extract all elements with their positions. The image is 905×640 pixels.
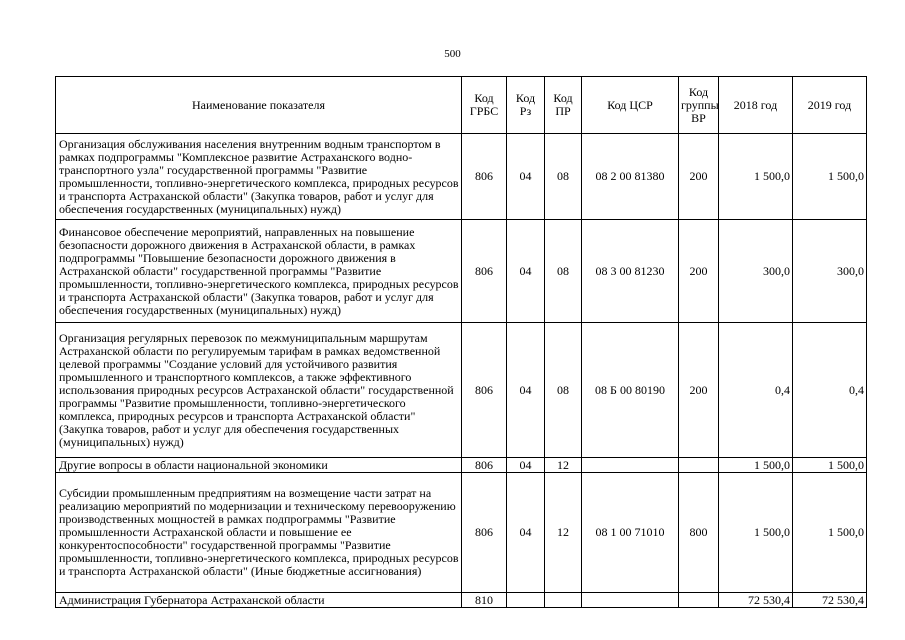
row-rz bbox=[507, 593, 545, 608]
row-2019: 1 500,0 bbox=[793, 473, 867, 593]
budget-table bbox=[55, 76, 867, 608]
row-csr bbox=[582, 593, 679, 608]
row-2018: 300,0 bbox=[719, 220, 793, 323]
row-csr: 08 1 00 71010 bbox=[582, 473, 679, 593]
row-grbs: 806 bbox=[462, 220, 507, 323]
table-row bbox=[56, 323, 867, 458]
row-2018: 0,4 bbox=[719, 323, 793, 458]
row-vr: 200 bbox=[679, 323, 719, 458]
row-2018: 72 530,4 bbox=[719, 593, 793, 608]
header-rz: Код Рз bbox=[507, 77, 545, 134]
header-grbs: Код ГРБС bbox=[462, 77, 507, 134]
row-vr: 200 bbox=[679, 220, 719, 323]
row-csr: 08 2 00 81380 bbox=[582, 134, 679, 220]
row-rz: 04 bbox=[507, 134, 545, 220]
row-grbs: 810 bbox=[462, 593, 507, 608]
row-csr: 08 Б 00 80190 bbox=[582, 323, 679, 458]
row-pr: 08 bbox=[545, 220, 582, 323]
row-name: Организация обслуживания населения внутренним водным транспортом в рамках подпрограммы "Комплексное развитие Астраханского водно-транспортного узла" государственной программы "Развитие промышленности, топливно-энергетического комплекса, природных ресурсов и транспорта Астраханской области" (Закупка товаров, работ и услуг для обеспечения государственных (муниципальных) нужд) bbox=[56, 134, 462, 220]
header-pr: Код ПР bbox=[545, 77, 582, 134]
row-rz: 04 bbox=[507, 220, 545, 323]
row-rz: 04 bbox=[507, 458, 545, 473]
row-csr: 08 3 00 81230 bbox=[582, 220, 679, 323]
row-2019: 1 500,0 bbox=[793, 458, 867, 473]
row-vr bbox=[679, 458, 719, 473]
row-vr: 200 bbox=[679, 134, 719, 220]
row-name: Другие вопросы в области национальной экономики bbox=[56, 458, 462, 473]
row-2019: 300,0 bbox=[793, 220, 867, 323]
row-pr: 12 bbox=[545, 458, 582, 473]
header-vr: Код группы ВР bbox=[679, 77, 719, 134]
table-row bbox=[56, 593, 867, 608]
row-grbs: 806 bbox=[462, 458, 507, 473]
row-2019: 1 500,0 bbox=[793, 134, 867, 220]
row-2019: 0,4 bbox=[793, 323, 867, 458]
row-vr: 800 bbox=[679, 473, 719, 593]
row-rz: 04 bbox=[507, 473, 545, 593]
row-pr: 08 bbox=[545, 134, 582, 220]
header-2018: 2018 год bbox=[719, 77, 793, 134]
row-name: Организация регулярных перевозок по межмуниципальным маршрутам Астраханской области по регулируемым тарифам в рамках ведомственной целевой программы "Создание условий для устойчивого развития промышленного и транспортного комплексов, а также эффективного использования природных ресурсов Астраханской области" государственной программы "Развитие промышленности, топливно-энергетического комплекса, природных ресурсов и транспорта Астраханской области" (Закупка товаров, работ и услуг для обеспечения государственных (муниципальных) нужд) bbox=[56, 323, 462, 458]
row-pr: 08 bbox=[545, 323, 582, 458]
row-pr bbox=[545, 593, 582, 608]
row-2018: 1 500,0 bbox=[719, 458, 793, 473]
table-row bbox=[56, 458, 867, 473]
table-row bbox=[56, 220, 867, 323]
row-2018: 1 500,0 bbox=[719, 134, 793, 220]
row-2018: 1 500,0 bbox=[719, 473, 793, 593]
row-grbs: 806 bbox=[462, 134, 507, 220]
row-grbs: 806 bbox=[462, 473, 507, 593]
row-name: Финансовое обеспечение мероприятий, направленных на повышение безопасности дорожного движения в Астраханской области, в рамках подпрограммы "Повышение безопасности дорожного движения в Астраханской области" государственной программы "Развитие промышленности, топливно-энергетического комплекса, природных ресурсов и транспорта Астраханской области" (Закупка товаров, работ и услуг для обеспечения государственных (муниципальных) нужд) bbox=[56, 220, 462, 323]
row-csr bbox=[582, 458, 679, 473]
row-pr: 12 bbox=[545, 473, 582, 593]
row-rz: 04 bbox=[507, 323, 545, 458]
header-csr: Код ЦСР bbox=[582, 77, 679, 134]
table-row bbox=[56, 473, 867, 593]
page-number: 500 bbox=[444, 48, 461, 60]
header-name: Наименование показателя bbox=[56, 77, 462, 134]
table-row bbox=[56, 134, 867, 220]
row-name: Администрация Губернатора Астраханской области bbox=[56, 593, 462, 608]
header-2019: 2019 год bbox=[793, 77, 867, 134]
row-grbs: 806 bbox=[462, 323, 507, 458]
row-name: Субсидии промышленным предприятиям на возмещение части затрат на реализацию мероприятий по модернизации и техническому перевооружению производственных мощностей в рамках подпрограммы "Развитие промышленности Астраханской области и повышение ее конкурентоспособности" государственной программы "Развитие промышленности, топливно-энергетического комплекса, природных ресурсов и транспорта Астраханской области" (Иные бюджетные ассигнования) bbox=[56, 473, 462, 593]
table-header-row bbox=[56, 77, 867, 134]
row-vr bbox=[679, 593, 719, 608]
row-2019: 72 530,4 bbox=[793, 593, 867, 608]
